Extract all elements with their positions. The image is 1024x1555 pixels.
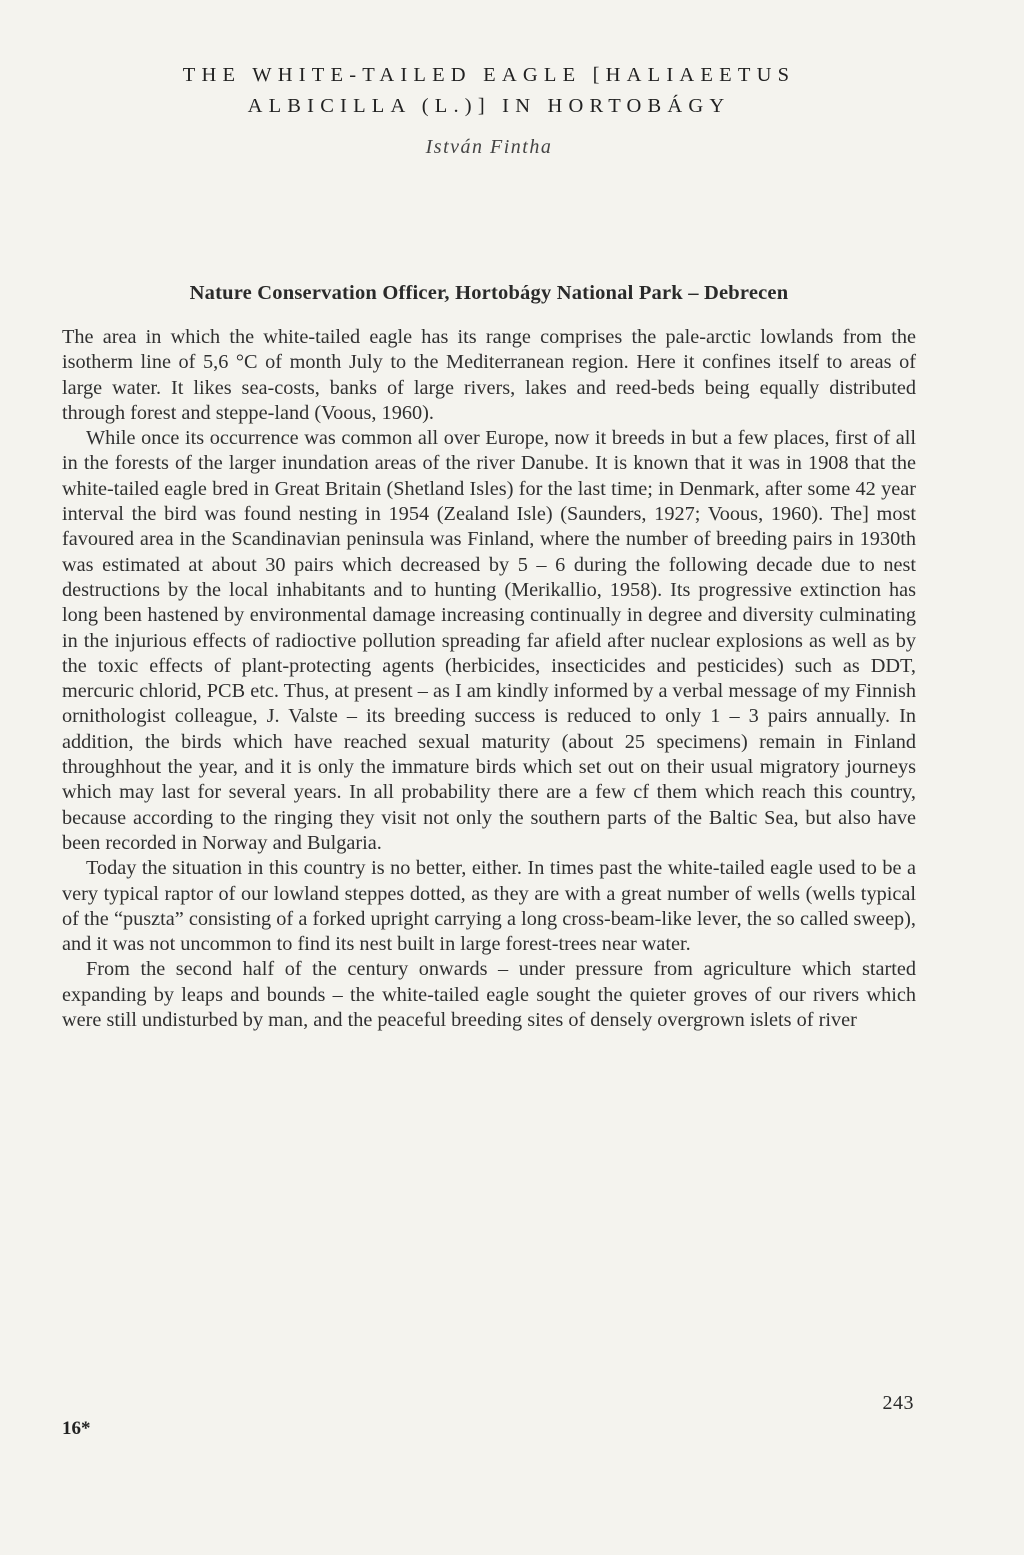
paragraph-1: The area in which the white-tailed eagle has its range comprises the pale-arctic lowlands from the isotherm line of 5,6 °C of month July to the Mediterranean region. Here it confines itself to areas of large water. It likes sea-costs, banks of large rivers, lakes and reed-beds being equally distributed through forest and steppe-land (Voous, 1960). [62,326,916,424]
article-title [62,60,916,122]
paragraph-2: While once its occurrence was common all over Europe, now it breeds in but a few places, first of all in the forests of the larger inundation areas of the river Danube. It is known that it was in 1908 that the white-tailed eagle bred in Great Britain (Shetland Isles) for the last time; in Denmark, after some 42 year interval the bird was found nesting in 1954 (Zealand Isle) (Saunders, 1927; Voous, 1960). The] most favoured area in the Scandinavian peninsula was Finland, where the number of breeding pairs in 1930th was estimated at about 30 pairs which decreased by 5 – 6 during the following decade due to nest destructions by the local inhabitants and to hunting (Merikallio, 1958). Its progressive extinction has long been hastened by environmental damage increasing continually in degree and diversity culminating in the injurious effects of radioctive pollution spreading far afield after nuclear explosions as well as by the toxic effects of plant-protecting agents (herbicides, insecticides and pesticides) such as DDT, mercuric chlorid, PCB etc. Thus, at present – as I am kindly informed by a verbal message of my Finnish ornithologist colleague, J. Valste – its breeding success is reduced to only 1 – 3 pairs annually. In addition, the birds which have reached sexual maturity (about 25 specimens) remain in Finland throughhout the year, and it is only the immature birds which set out on their usual migratory journeys which may last for several years. In all probability there are a few cf them which reach this country, because according to the ringing they visit not only the southern parts of the Baltic Sea, but also have been recorded in Norway and Bulgaria. [62,427,916,854]
paragraph-3: Today the situation in this country is no better, either. In times past the white-tailed eagle used to be a very typical raptor of our lowland steppes dotted, as they are with a great number of wells (wells typical of the “puszta” consisting of a forked upright carrying a long cross-beam-like lever, the so called sweep), and it was not uncommon to find its nest built in large forest-trees near water. [62,857,916,956]
article-body [62,325,916,1033]
title-line-1: THE WHITE-TAILED EAGLE [HALIAEETUS [182,64,796,86]
title-line-2: ALBICILLA (L.)] IN HORTOBÁGY [247,95,731,117]
article-page [62,60,916,1033]
author-affiliation: Nature Conservation Officer, Hortobágy National Park – Debrecen [189,282,789,304]
signature-mark: 16* [62,1418,91,1439]
page-number: 243 [882,1392,914,1414]
paragraph-4: From the second half of the century onwards – under pressure from agriculture which started expanding by leaps and bounds – the white-tailed eagle sought the quieter groves of our rivers which were still undisturbed by man, and the peaceful breeding sites of densely overgrown islets of river [62,958,916,1032]
author-name: István Fintha [425,136,553,158]
